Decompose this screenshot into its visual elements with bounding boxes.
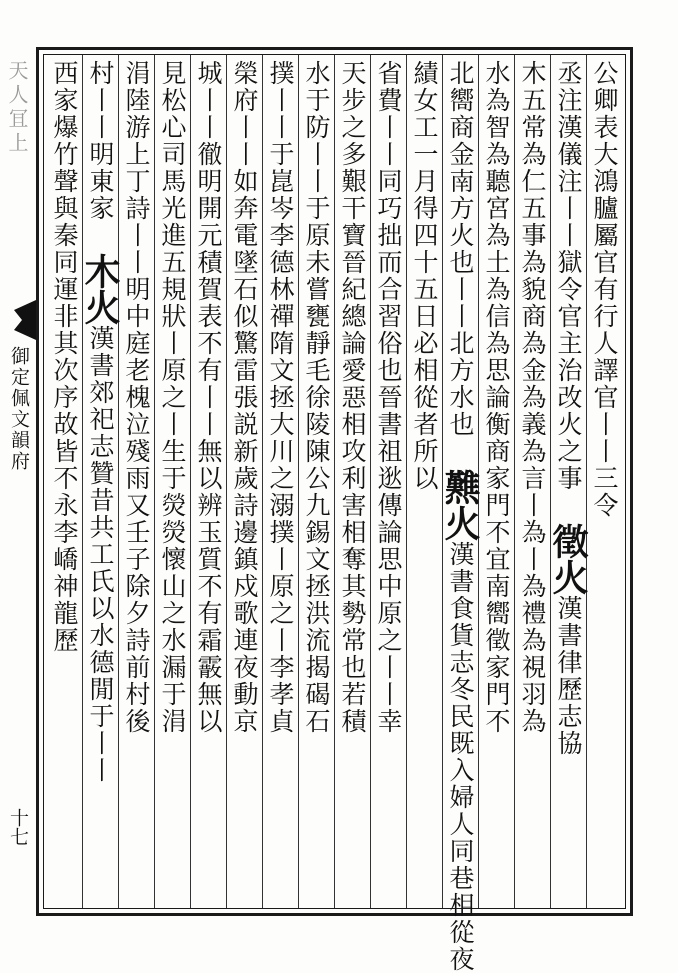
text-column xyxy=(409,60,439,900)
text-column xyxy=(193,60,223,900)
column-text: 城丨丨徹明開元積賀表不有丨丨無以辨玉質不有霜霰無以 xyxy=(194,60,223,735)
column-text: 水于防丨丨于原未嘗甕靜毛徐陵陳公九錫文拯洪流揭碣石 xyxy=(302,60,331,735)
column-text: 水為智為聽宮為土為信為思論衡商家門不宜南嚮徵家門不 xyxy=(482,60,511,735)
column-text: 北嚮商金南方火也丨丨北方水也 xyxy=(446,60,475,469)
fish-tail-mark-icon xyxy=(14,300,36,340)
column-rule xyxy=(406,55,407,908)
margin-fragment-text: 天人冝上 xyxy=(5,60,29,156)
text-column xyxy=(229,60,259,900)
column-rule xyxy=(154,55,155,908)
column-rule xyxy=(82,55,83,908)
text-column xyxy=(439,60,481,973)
column-text: 省費丨丨同巧拙而合習俗也晉書祖逖傳論思中原之丨丨幸 xyxy=(374,60,403,735)
column-text: 村丨丨明東家 xyxy=(86,60,115,253)
text-column xyxy=(157,60,187,900)
left-margin xyxy=(0,0,36,972)
column-text: 與秦同運非其次序故皆不永李嶠神龍歷 xyxy=(50,195,79,654)
book-title: 御定佩文韻府 xyxy=(8,346,30,472)
text-column xyxy=(337,60,367,900)
column-text: 涓陸游上丁詩丨丨明中庭老槐泣殘雨又壬子除夕詩前村後 xyxy=(122,60,151,735)
column-rule xyxy=(190,55,191,908)
text-column xyxy=(79,60,121,900)
column-rule xyxy=(514,55,515,908)
column-text: 公卿表大鴻臚屬官有行人譯官丨丨三令 xyxy=(590,60,619,519)
column-text: 撲丨丨于崑岑李德林禪隋文拯大川之溺撲丨原之丨李孝貞 xyxy=(266,60,295,735)
text-column xyxy=(481,60,511,900)
text-column xyxy=(121,60,151,900)
column-text: 漢書食貨志冬民既入婦人同巷相從夜 xyxy=(446,541,475,973)
column-rule xyxy=(262,55,263,908)
column-text: 木五常為仁五事為貌商為金為義為言丨為丨為禮為視羽為 xyxy=(518,60,547,735)
column-rule xyxy=(334,55,335,908)
column-rule xyxy=(118,55,119,908)
column-text: 績女工一月得四十五日必相從者所以 xyxy=(410,60,439,492)
headword: 㸐火 xyxy=(439,469,481,541)
text-column xyxy=(589,60,619,900)
headword: 木火 xyxy=(79,253,121,325)
headword: 徵火 xyxy=(547,523,589,595)
text-column xyxy=(547,60,589,900)
column-text: 榮府丨丨如奔電墜石似驚雷張説新歲詩邊鎮戍歌連夜動京 xyxy=(230,60,259,735)
column-text: 漢書律歷志協 xyxy=(554,595,583,757)
text-column xyxy=(301,60,331,900)
column-rule xyxy=(586,55,587,908)
column-rule xyxy=(550,55,551,908)
text-column xyxy=(49,60,79,900)
column-rule xyxy=(226,55,227,908)
column-rule xyxy=(298,55,299,908)
page-number: 十七 xyxy=(7,808,29,846)
column-rule xyxy=(442,55,443,908)
column-text: 丞注漢儀注丨丨獄令官主治改火之事 xyxy=(554,60,583,523)
column-text: 西家爆竹聲 xyxy=(50,60,79,195)
column-text: 見松心司馬光進五規狀丨原之丨生于熒熒懷山之水漏于涓 xyxy=(158,60,187,735)
column-rule xyxy=(370,55,371,908)
text-column xyxy=(265,60,295,900)
text-column xyxy=(373,60,403,900)
text-column xyxy=(517,60,547,900)
column-text: 漢書郊祀志贊昔共工氏以水德閒于丨丨 xyxy=(86,325,115,784)
column-text: 天步之多艱干寶晉紀總論愛惡相攻利害相奪其勢常也若積 xyxy=(338,60,367,735)
